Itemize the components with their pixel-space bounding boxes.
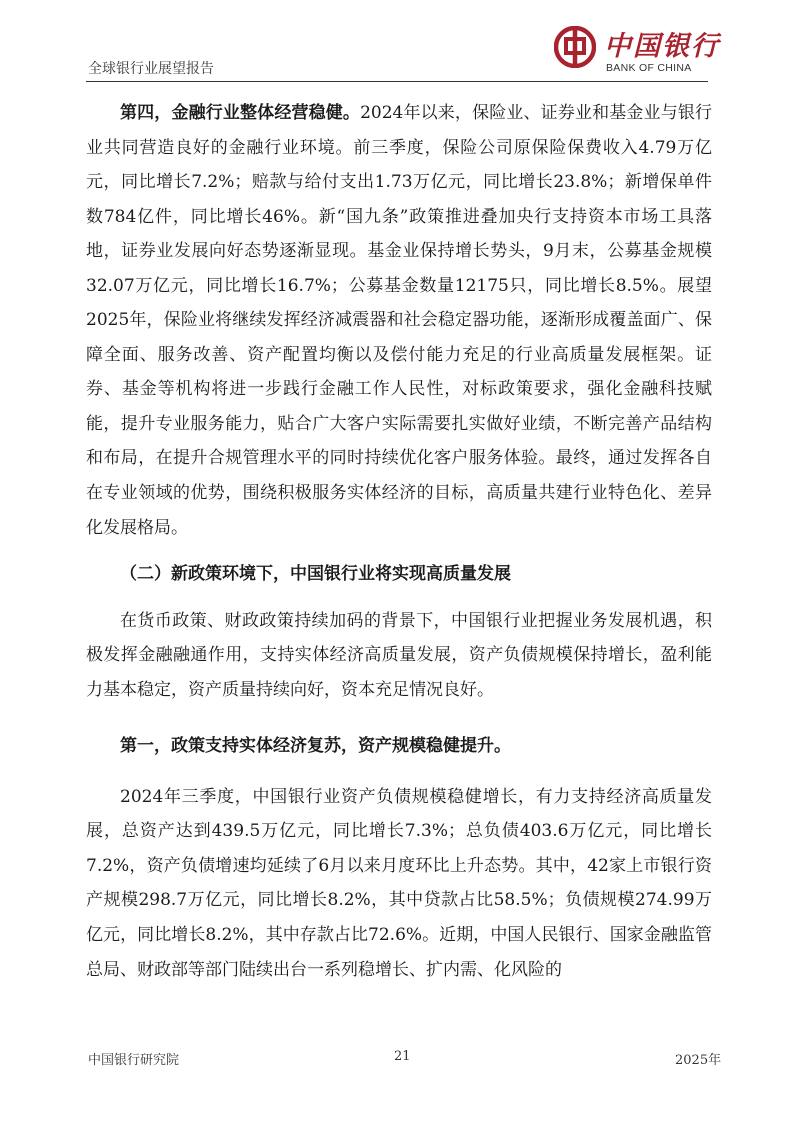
section-two-intro: 在货币政策、财政政策持续加码的背景下，中国银行业把握业务发展机遇，积极发挥金融融通作用，支持实体经济高质量发展，资产负债规模保持增长，盈利能力基本稳定，资产质量持续向好，资本充足情况良好。 xyxy=(86,610,712,700)
report-title: 全球银行业展望报告 xyxy=(88,61,214,77)
page-number: 21 xyxy=(394,1049,411,1064)
section-four-lead: 第四，金融行业整体经营稳健。 xyxy=(120,103,361,123)
bank-of-china-emblem-icon xyxy=(554,26,596,68)
section-two-heading: （二）新政策环境下，中国银行业将实现高质量发展 xyxy=(120,564,511,585)
first-point-paragraph: 2024年三季度，中国银行业资产负债规模稳健增长，有力支持经济高质量发展，总资产达到439.5万亿元，同比增长7.3%；总负债403.6万亿元，同比增长7.2%，资产负债增速均延续了6月以来月度环比上升态势。其中，42家上市银行资产规模298.7万亿元，同比增长8.2%，其中贷款占比58.5%；负债规模274.99万亿元，同比增长8.2%，其中存款占比72.6%。近期，中国人民银行、国家金融监管总局、财政部等部门陆续出台一系列稳增长、扩内需、化风险的 xyxy=(86,786,712,980)
logo-chinese-text: 中国银行 xyxy=(604,31,720,62)
section-four-text: 2024年以来，保险业、证券业和基金业与银行业共同营造良好的金融行业环境。前三季度，保险公司原保险保费收入4.79万亿元，同比增长7.2%；赔款与给付支出1.73万亿元，同比增长23.8%；新增保单件数784亿件，同比增长46%。新“国九条”政策推进叠加央行支持资本市场工具落地，证券业发展向好态势逐渐显现。基金业保持增长势头，9月末，公募基金规模32.07万亿元，同比增长16.7%；公募基金数量12175只，同比增长8.5%。展望2025年，保险业将继续发挥经济减震器和社会稳定器功能，逐渐形成覆盖面广、保障全面、服务改善、资产配置均衡以及偿付能力充足的行业高质量发展框架。证券、基金等机构将进一步践行金融工作人民性，对标政策要求，强化金融科技赋能，提升专业服务能力，贴合广大客户实际需要扎实做好业绩，不断完善产品结构和布局，在提升合规管理水平的同时持续优化客户服务体验。最终，通过发挥各自在专业领域的优势，围绕积极服务实体经济的目标，高质量共建行业特色化、差异化发展格局。 xyxy=(86,103,713,538)
footer-year: 2025年 xyxy=(675,1053,722,1068)
header-divider xyxy=(86,81,708,82)
paragraph-section-four xyxy=(86,96,712,545)
bank-of-china-logo xyxy=(554,16,720,80)
first-point-heading: 第一，政策支持实体经济复苏，资产规模稳健提升。 xyxy=(120,736,511,757)
footer-institute: 中国银行研究院 xyxy=(88,1053,180,1068)
logo-english-text: BANK OF CHINA xyxy=(606,62,692,74)
page-body xyxy=(86,92,712,987)
